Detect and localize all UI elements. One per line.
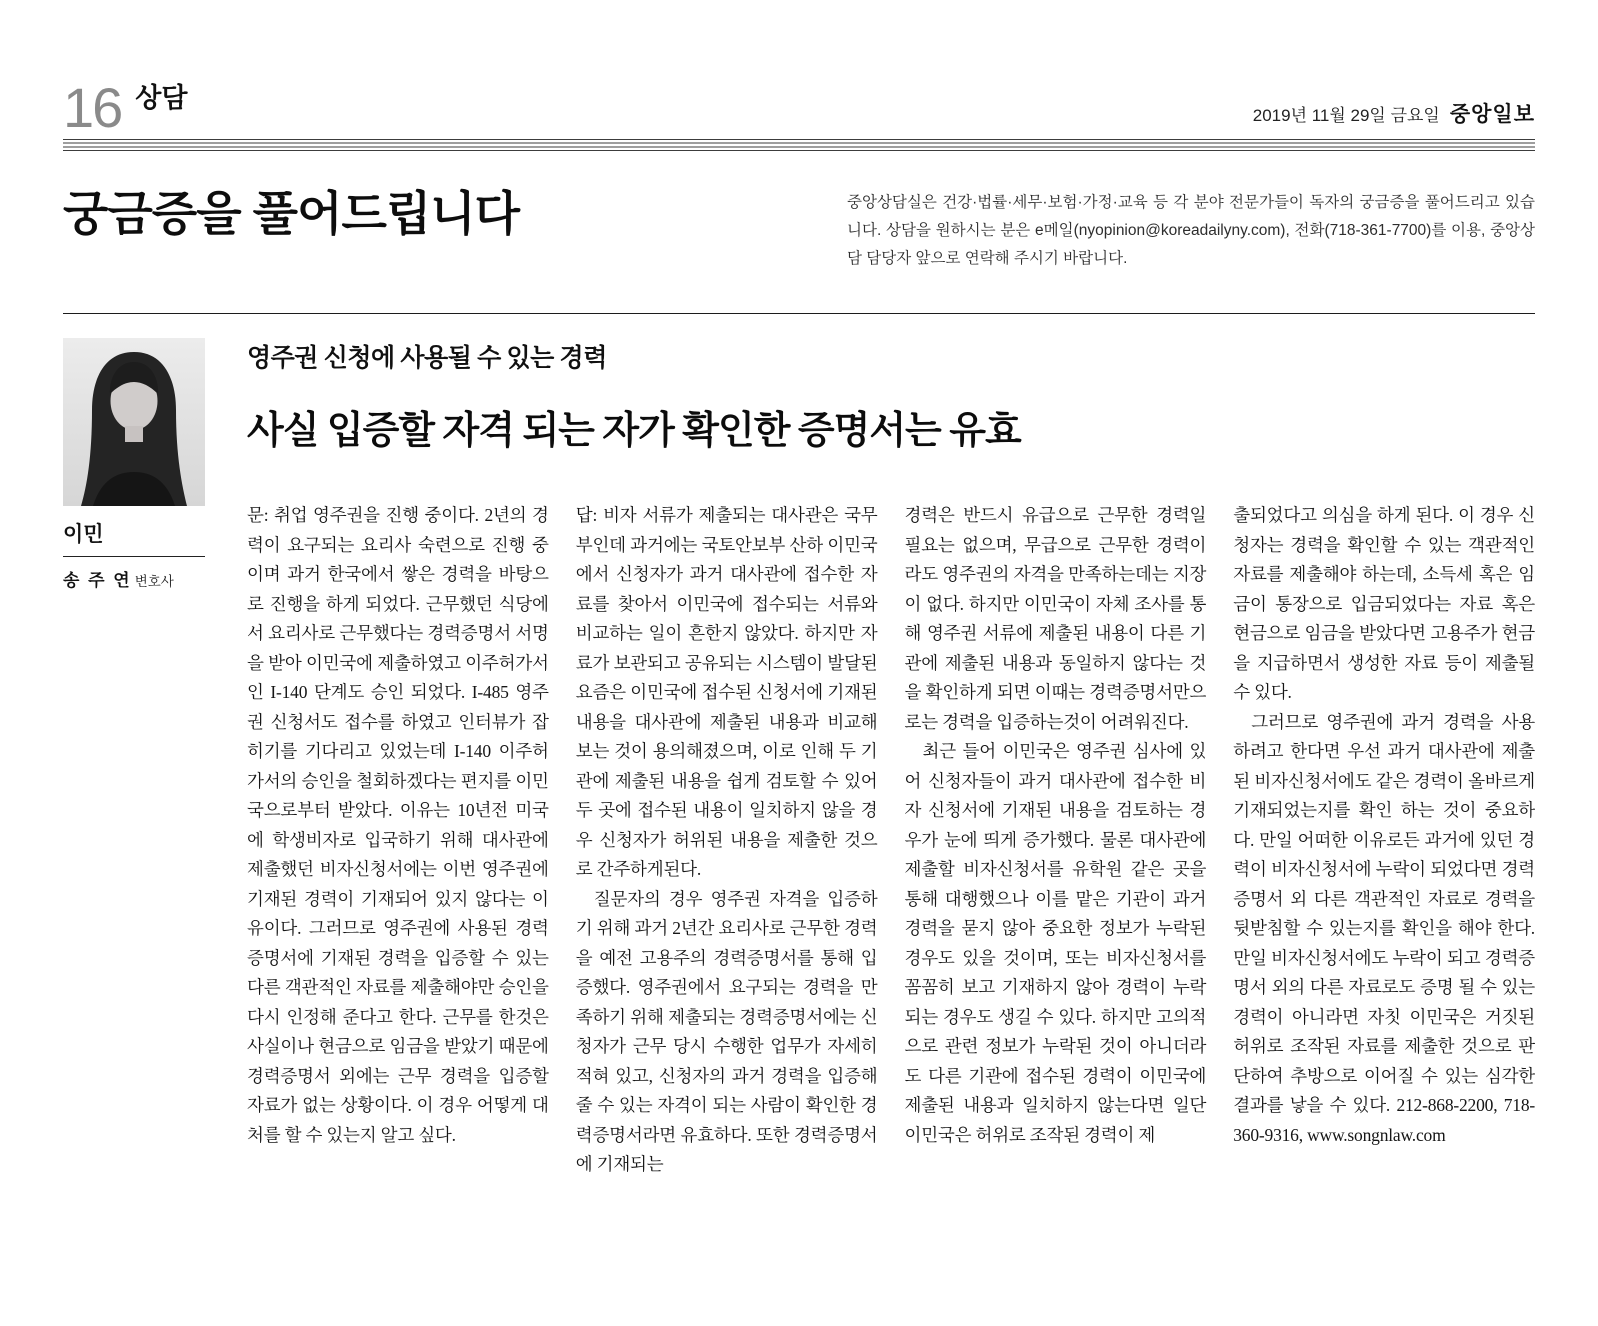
header-dateline [1253, 98, 1535, 128]
body-column [247, 501, 549, 1180]
author-photo [63, 338, 205, 506]
article [63, 338, 1535, 1180]
article-content [247, 338, 1535, 1180]
author-title: 변호사 [134, 573, 174, 589]
section-divider [63, 313, 1535, 314]
author-rail [63, 338, 247, 1180]
article-kicker: 영주권 신청에 사용될 수 있는 경력 [247, 344, 607, 372]
body-column [1233, 501, 1535, 1180]
category-rule [63, 556, 205, 557]
body-paragraph: 답: 비자 서류가 제출되는 대사관은 국무부인데 과거에는 국토안보부 산하 이민국에서 신청자가 과거 대사관에 접수한 자료를 찾아서 이민국에 접수되는 서류와 비교하는 일이 흔한지 않았다. 하지만 자료가 보관되고 공유되는 시스템이 발달된 요즘은 이민국에 접수된 신청서에 기재된 내용을 대사관에 제출된 내용과 비교해 보는 것이 용의해졌으며, 이로 인해 두 기관에 제출된 내용을 쉽게 검토할 수 있어 두 곳에 접수된 내용이 일치하지 않을 경우 신청자가 허위된 내용을 제출한 것으로 간주하게된다. [575, 505, 878, 880]
body-paragraph: 경력은 반드시 유급으로 근무한 경력일 필요는 없으며, 무급으로 근무한 경력이라도 영주권의 자격을 만족하는데는 지장이 없다. 하지만 이민국이 자체 조사를 통해 영주권 서류에 제출된 내용이 다른 기관에 제출된 내용과 동일하지 않다는 것을 확인하게 되면 이때는 경력증명서만으로는 경력을 입증하는것이 어려워진다. [904, 505, 1207, 732]
page-header [63, 0, 1535, 139]
author-line [63, 566, 247, 591]
body-column [905, 501, 1207, 1180]
article-body [247, 501, 1535, 1180]
header-rule-lines [63, 139, 1535, 151]
author-portrait-image [63, 338, 205, 506]
masthead-logo: 중앙일보 [1449, 102, 1535, 126]
issue-date: 2019년 11월 29일 금요일 [1252, 105, 1440, 125]
body-paragraph: 최근 들어 이민국은 영주권 심사에 있어 신청자들이 과거 대사관에 접수한 비자 신청서에 기재된 내용을 검토하는 경우가 눈에 띄게 증가했다. 물론 대사관에 제출할 비자신청서를 유학원 같은 곳을 통해 대행했으나 이를 맡은 기관이 과거 경력을 묻지 않아 중요한 정보가 누락된 경우도 있을 것이며, 또는 비자신청서를 꼼꼼히 보고 기재하지 않아 경력이 누락되는 경우도 생길 수 있다. 하지만 고의적으로 관련 정보가 누락된 것이 아니더라도 다른 기관에 접수된 경력이 이민국에 제출된 내용과 일치하지 않는다면 일단 이민국은 허위로 조작된 경력이 제 [904, 741, 1207, 1145]
body-paragraph: 그러므로 영주권에 과거 경력을 사용하려고 한다면 우선 과거 대사관에 제출된 비자신청서에도 같은 경력이 올바르게 기재되었는지를 확인 하는 것이 중요하다. 만일 어떠한 이유로든 과거에 있던 경력이 비자신청서에 누락이 되었다면 경력증명서 외 다른 객관적인 자료로 경력을 뒷받침할 수 있는지를 확인을 해야 한다. 만일 비자신청서에도 누락이 되고 경력증명서 외의 다른 자료로도 증명 될 수 있는 경력이 아니라면 자칫 이민국은 거짓된 허위로 조작된 자료를 제출한 것으로 판단하여 추방으로 이어질 수 있는 심각한 결과를 낳을 수 있다. 212-868-2200, 718-360-9316, www.songnlaw.com [1233, 711, 1535, 1145]
author-name: 송 주 연 [63, 570, 132, 590]
body-paragraph: 출되었다고 의심을 하게 된다. 이 경우 신청자는 경력을 확인할 수 있는 객관적인 자료를 제출해야 하는데, 소득세 혹은 임금이 통장으로 입금되었다는 자료 혹은 현금으로 임금을 받았다면 고용주가 현금을 지급하면서 생성한 자료 등이 제출될 수 있다. [1233, 505, 1535, 703]
column-banner [63, 186, 1535, 273]
column-title: 궁금증을 풀어드립니다 [63, 186, 520, 240]
article-category: 이민 [63, 522, 104, 546]
page-number: 16 [63, 76, 122, 139]
section-label: 상담 [135, 83, 188, 113]
body-paragraph: 문: 취업 영주권을 진행 중이다. 2년의 경력이 요구되는 요리사 숙련으로 진행 중이며 과거 한국에서 쌓은 경력을 바탕으로 진행을 하게 되었다. 근무했던 식당에서 요리사로 근무했다는 경력증명서 서명을 받아 이민국에 제출하였고 이주허가서인 I-140 단계도 승인 되었다. I-485 영주권 신청서도 접수를 하였고 인터뷰가 잡히기를 기다리고 있었는데 I-140 이주허가서의 승인을 철회하겠다는 편지를 이민국으로부터 받았다. 이유는 10년전 미국에 학생비자로 입국하기 위해 대사관에 제출했던 비자신청서에는 이번 영주권에 기재된 경력이 기재되어 있지 않다는 이유이다. 그러므로 영주권에 사용된 경력증명서에 기재된 경력을 입증할 수 있는 다른 객관적인 자료를 제출해야만 승인을 다시 인정해 준다고 한다. 근무를 한것은 사실이나 현금으로 임금을 받았기 때문에 경력증명서 외에는 근무 경력을 입증할 자료가 없는 상황이다. 이 경우 어떻게 대처를 할 수 있는지 알고 싶다. [247, 505, 549, 1145]
article-headline: 사실 입증할 자격 되는 자가 확인한 증명서는 유효 [247, 409, 1021, 452]
body-column [576, 501, 878, 1180]
body-paragraph: 질문자의 경우 영주권 자격을 입증하기 위해 과거 2년간 요리사로 근무한 경력을 예전 고용주의 경력증명서를 통해 입증했다. 영주권에서 요구되는 경력을 만족하기 위해 제출되는 경력증명서에는 신청자가 근무 당시 수행한 업무가 자세히 적혀 있고, 신청자의 과거 경력을 입증해 줄 수 있는 자격이 되는 사람이 확인한 경력증명서라면 유효하다. 또한 경력증명서에 기재되는 [575, 888, 878, 1175]
column-intro-text: 중앙상담실은 건강·법률·세무·보험·가정·교육 등 각 분야 전문가들이 독자의 궁금증을 풀어드리고 있습니다. 상담을 원하시는 분은 e메일(nyopinion@koreadailyny.com), 전화(718-361-7700)를 이용, 중앙상담 담당자 앞으로 연락해 주시기 바랍니다. [847, 193, 1535, 267]
